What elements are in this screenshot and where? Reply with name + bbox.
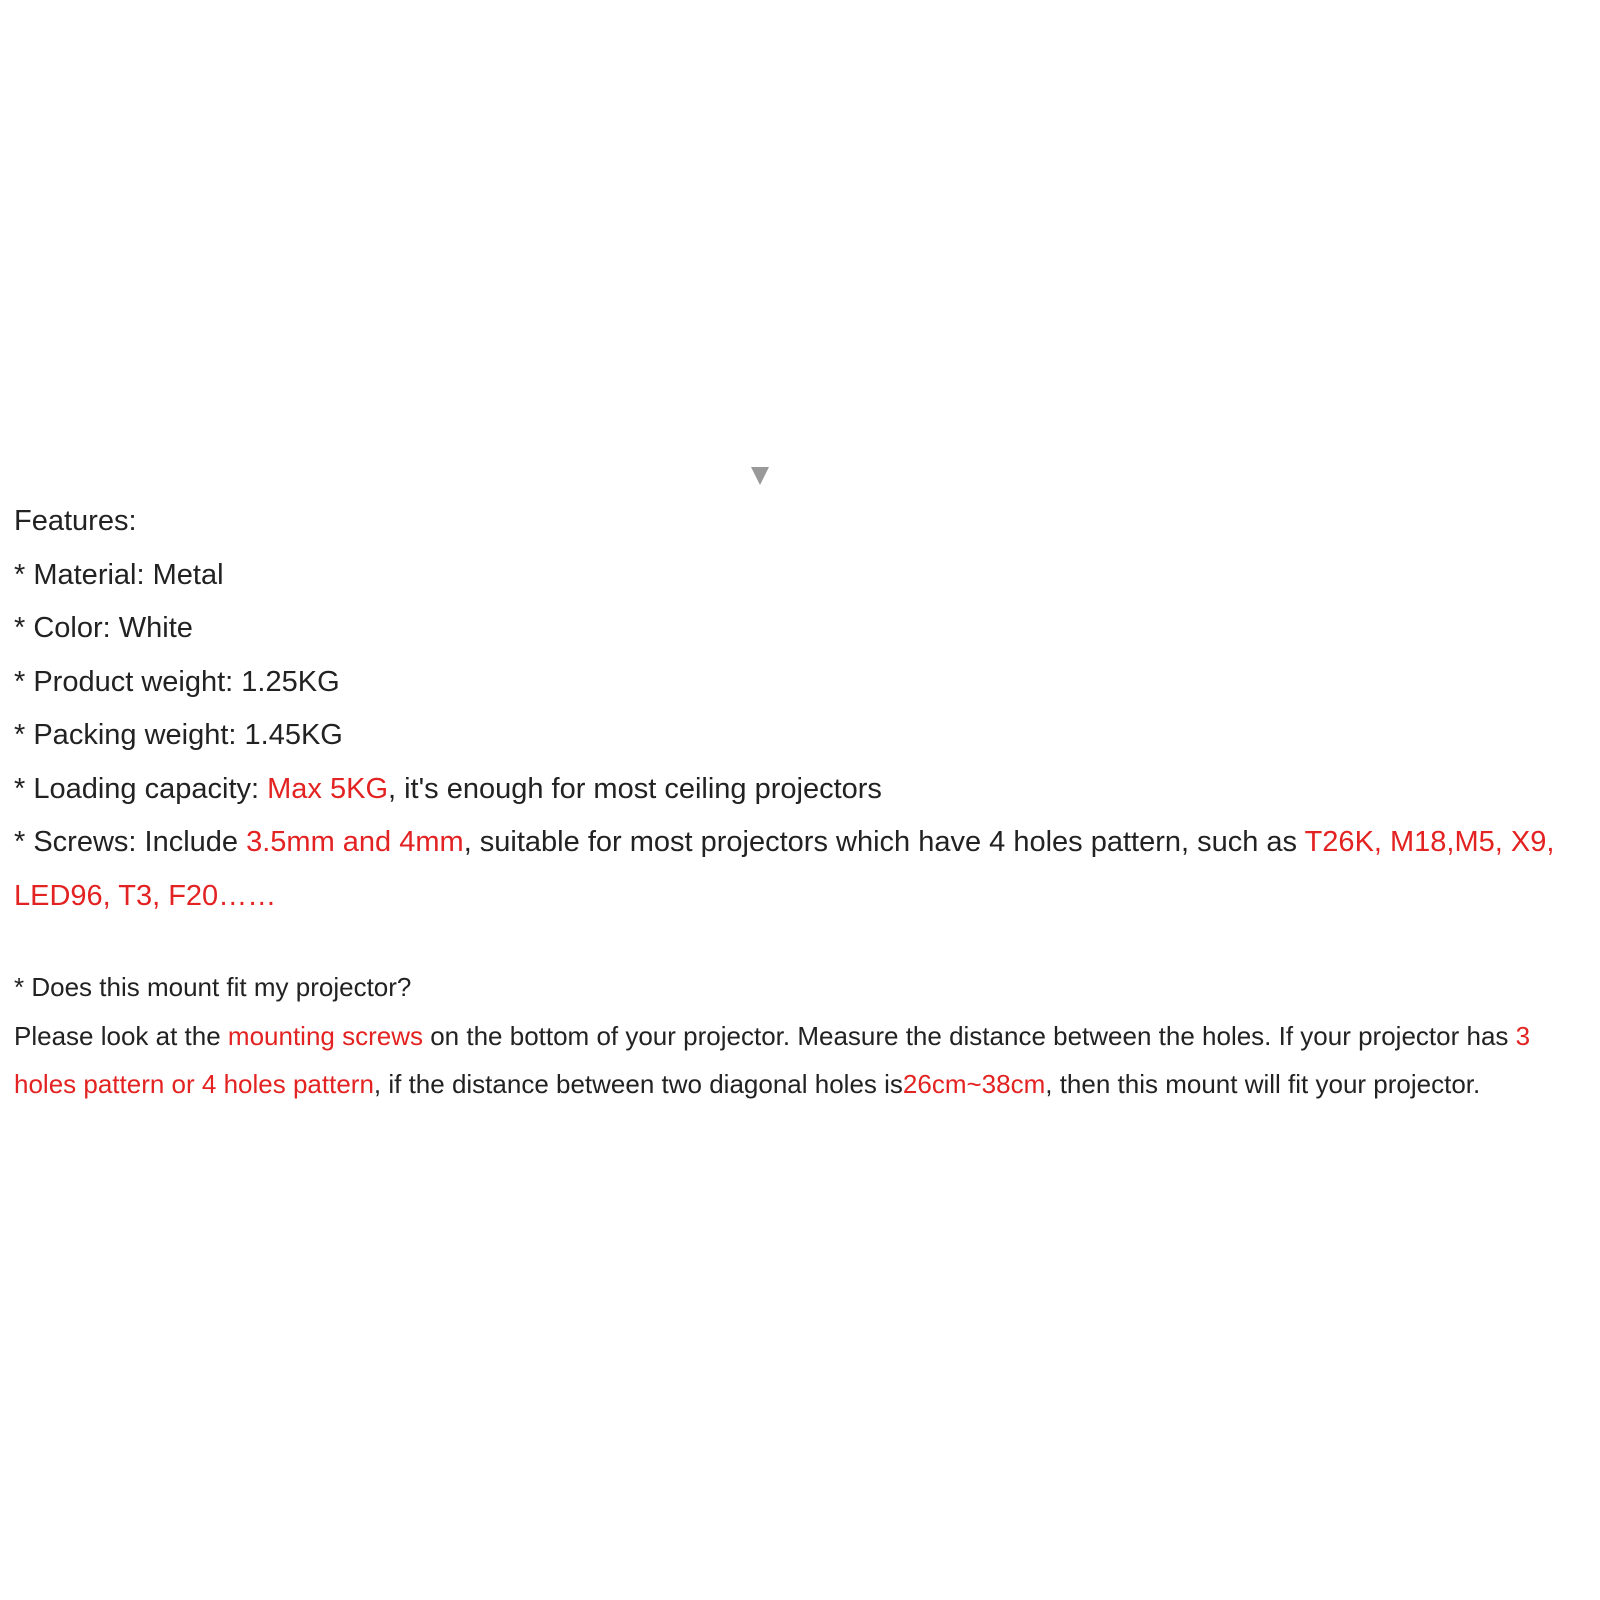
features-heading: Features:: [14, 505, 137, 537]
faq-question: * Does this mount fit my projector?: [14, 972, 412, 1002]
down-triangle-icon: [751, 467, 769, 485]
answer-part4: , then this mount will fit your projector.: [1045, 1069, 1481, 1099]
features-section: [14, 495, 1584, 923]
answer-highlight-holes-pattern: 3 holes pattern or 4 holes pattern: [14, 1020, 1531, 1099]
answer-highlight-distance: 26cm~38cm: [902, 1069, 1046, 1099]
loading-suffix: , it's enough for most ceiling projectors: [388, 772, 882, 805]
feature-loading-capacity: [14, 763, 1584, 817]
screws-sizes: 3.5mm and 4mm: [246, 826, 464, 858]
feature-material: * Material: Metal: [14, 558, 224, 591]
answer-highlight-mounting-screws: mounting screws: [227, 1020, 423, 1051]
answer-part3: , if the distance between two diagonal holes is: [373, 1069, 903, 1099]
screws-middle: , suitable for most projectors which have 4 holes pattern, such as: [463, 826, 1305, 858]
screws-prefix: * Screws: Include: [14, 826, 247, 858]
feature-product-weight: * Product weight: 1.25KG: [14, 665, 340, 698]
answer-part1: Please look at the: [14, 1020, 228, 1051]
feature-packing-weight: * Packing weight: 1.45KG: [14, 719, 343, 751]
loading-highlight: Max 5KG: [267, 772, 388, 805]
loading-prefix: * Loading capacity:: [14, 772, 268, 805]
faq-answer: [14, 1012, 1589, 1109]
screws-models: T26K, M18,M5, X9, LED96, T3, F20……: [14, 826, 1555, 912]
faq-section: [14, 963, 1589, 1109]
feature-color: * Color: White: [14, 612, 193, 644]
answer-part2: on the bottom of your projector. Measure the distance between the holes. If your projector has: [423, 1020, 1516, 1051]
feature-screws: [14, 816, 1584, 923]
